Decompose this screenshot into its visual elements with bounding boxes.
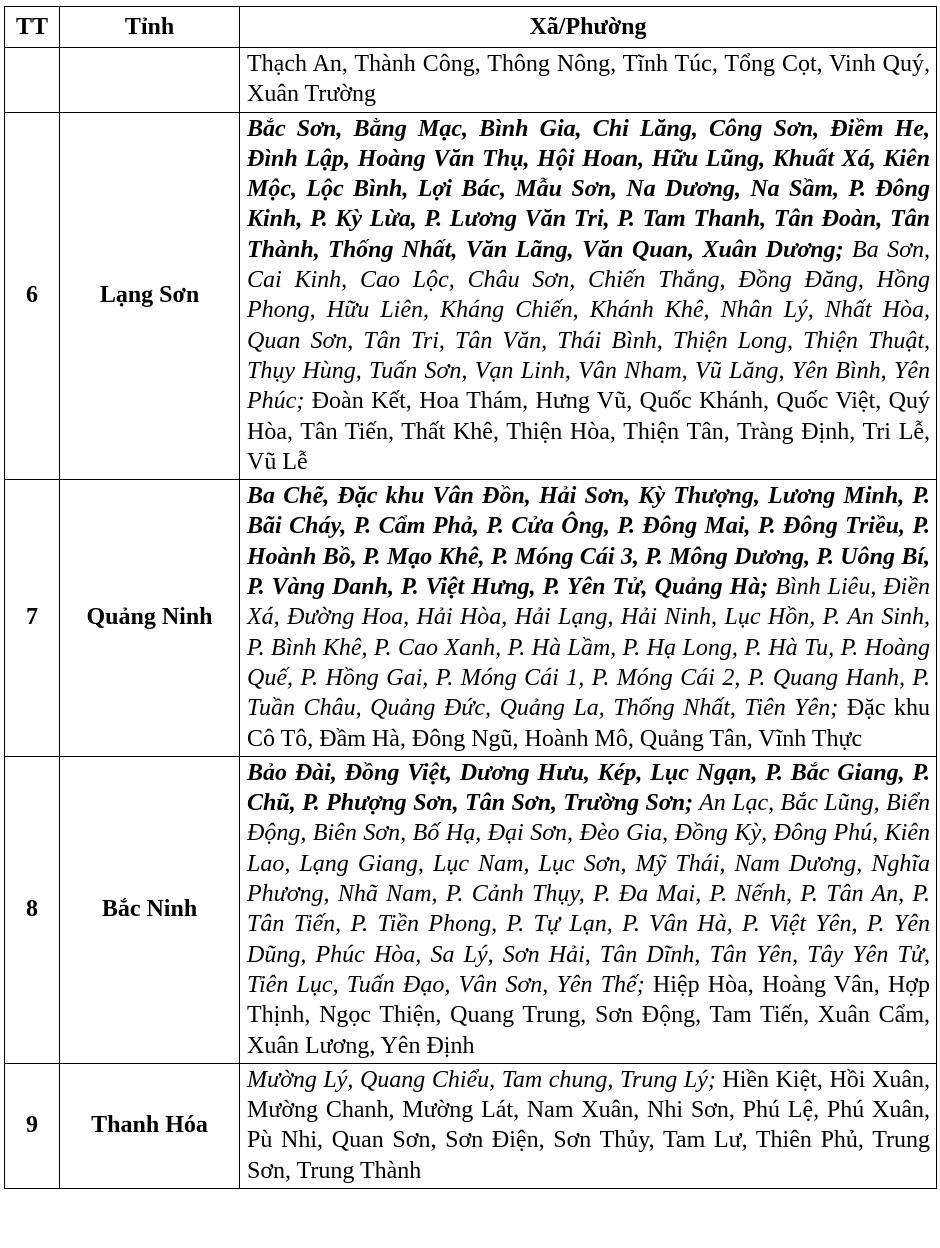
province-name [60,48,240,113]
province-name: Lạng Sơn [60,112,240,480]
province-name: Thanh Hóa [60,1063,240,1188]
header-tt: TT [5,7,60,48]
ward-list [240,48,937,113]
row-number [5,48,60,113]
ward-list-italic: An Lạc, Bắc Lũng, Biển Động, Biên Sơn, Bố Hạ, Đại Sơn, Đèo Gia, Đồng Kỳ, Đông Phú, Kiên Lao, Lạng Giang, Lục Nam, Lục Sơn, Mỹ Thái, Nam Dương, Nghĩa Phương, Nhã Nam, P. Cảnh Thụy, P. Đa Mai, P. Nếnh, P. Tân An, P. Tân Tiến, P. Tiền Phong, P. Tự Lạn, P. Vân Hà, P. Việt Yên, P. Yên Dũng, Phúc Hòa, Sa Lý, Sơn Hải, Tân Dĩnh, Tân Yên, Tây Yên Tử, Tiên Lục, Tuấn Đạo, Vân Sơn, Yên Thế; [247,790,930,998]
ward-list [240,112,937,480]
ward-list-bold-italic: Bảo Đài, Đồng Việt, Dương Hưu, Kép, Lục Ngạn, P. Bắc Giang, P. Chũ, P. Phượng Sơn, Tân Sơn, Trường Sơn; [247,759,930,817]
ward-list-italic: Mường Lý, Quang Chiểu, Tam chung, Trung Lý; [247,1066,716,1093]
ward-list-regular: Đặc khu Cô Tô, Đầm Hà, Đông Ngũ, Hoành Mô, Quảng Tân, Vĩnh Thực [247,695,931,752]
ward-list [240,756,937,1063]
row-number: 6 [5,112,60,480]
row-number: 8 [5,756,60,1063]
province-name: Quảng Ninh [60,480,240,757]
ward-list-italic: Ba Sơn, Cai Kinh, Cao Lộc, Châu Sơn, Chiến Thắng, Đồng Đăng, Hồng Phong, Hữu Liên, Kháng Chiến, Khánh Khê, Nhân Lý, Nhất Hòa, Quan Sơn, Tân Tri, Tân Văn, Thái Bình, Thiện Long, Thiện Thuật, Thụy Hùng, Tuấn Sơn, Vạn Linh, Vân Nham, Vũ Lăng, Yên Bình, Yên Phúc; [247,236,930,415]
table-row [5,480,937,757]
ward-list [240,480,937,757]
ward-list-italic: Bình Liêu, Điền Xá, Đường Hoa, Hải Hòa, Hải Lạng, Hải Ninh, Lục Hồn, P. An Sinh, P. Bình Khê, P. Cao Xanh, P. Hà Lầm, P. Hạ Long, P. Hà Tu, P. Hoàng Quế, P. Hồng Gai, P. Móng Cái 1, P. Móng Cái 2, P. Quang Hanh, P. Tuần Châu, Quảng Đức, Quảng La, Thống Nhất, Tiên Yên; [247,574,930,722]
table-header-row [5,7,937,48]
table-row [5,112,937,480]
province-ward-table [4,6,937,1189]
table-row [5,1063,937,1188]
row-number: 9 [5,1063,60,1188]
ward-list-bold-italic: Bắc Sơn, Bằng Mạc, Bình Gia, Chi Lăng, Công Sơn, Điềm He, Đình Lập, Hoàng Văn Thụ, Hội Hoan, Hữu Lũng, Khuất Xá, Kiên Mộc, Lộc Bình, Lợi Bác, Mẫu Sơn, Na Dương, Na Sầm, P. Đông Kinh, P. Kỳ Lừa, P. Lương Văn Tri, P. Tam Thanh, Tân Đoàn, Tân Thành, Thống Nhất, Văn Lãng, Văn Quan, Xuân Dương; [247,115,930,263]
ward-list-regular: Hiền Kiệt, Hồi Xuân, Mường Chanh, Mường Lát, Nam Xuân, Nhi Sơn, Phú Lệ, Phú Xuân, Pù Nhi, Quan Sơn, Sơn Điện, Sơn Thủy, Tam Lư, Thiên Phủ, Trung Sơn, Trung Thành [247,1066,930,1184]
ward-list [240,1063,937,1188]
ward-list-regular: Đoàn Kết, Hoa Thám, Hưng Vũ, Quốc Khánh, Quốc Việt, Quý Hòa, Tân Tiến, Thất Khê, Thiện Hòa, Thiện Tân, Tràng Định, Tri Lễ, Vũ Lễ [247,388,930,475]
header-province: Tỉnh [60,7,240,48]
ward-list-bold-italic: Ba Chẽ, Đặc khu Vân Đồn, Hải Sơn, Kỳ Thượng, Lương Minh, P. Bãi Cháy, P. Cẩm Phả, P. Cửa Ông, P. Đông Mai, P. Đông Triều, P. Hoành Bồ, P. Mạo Khê, P. Móng Cái 3, P. Mông Dương, P. Uông Bí, P. Vàng Danh, P. Việt Hưng, P. Yên Tử, Quảng Hà; [247,483,930,601]
row-number: 7 [5,480,60,757]
province-name: Bắc Ninh [60,756,240,1063]
table-row [5,756,937,1063]
table-row [5,48,937,113]
header-wards: Xã/Phường [240,7,937,48]
ward-list-regular: Hiệp Hòa, Hoàng Vân, Hợp Thịnh, Ngọc Thiện, Quang Trung, Sơn Động, Tam Tiến, Xuân Cẩm, Xuân Lương, Yên Định [247,971,930,1059]
ward-list-regular: Thạch An, Thành Công, Thông Nông, Tĩnh Túc, Tổng Cọt, Vinh Quý, Xuân Trường [247,51,930,108]
